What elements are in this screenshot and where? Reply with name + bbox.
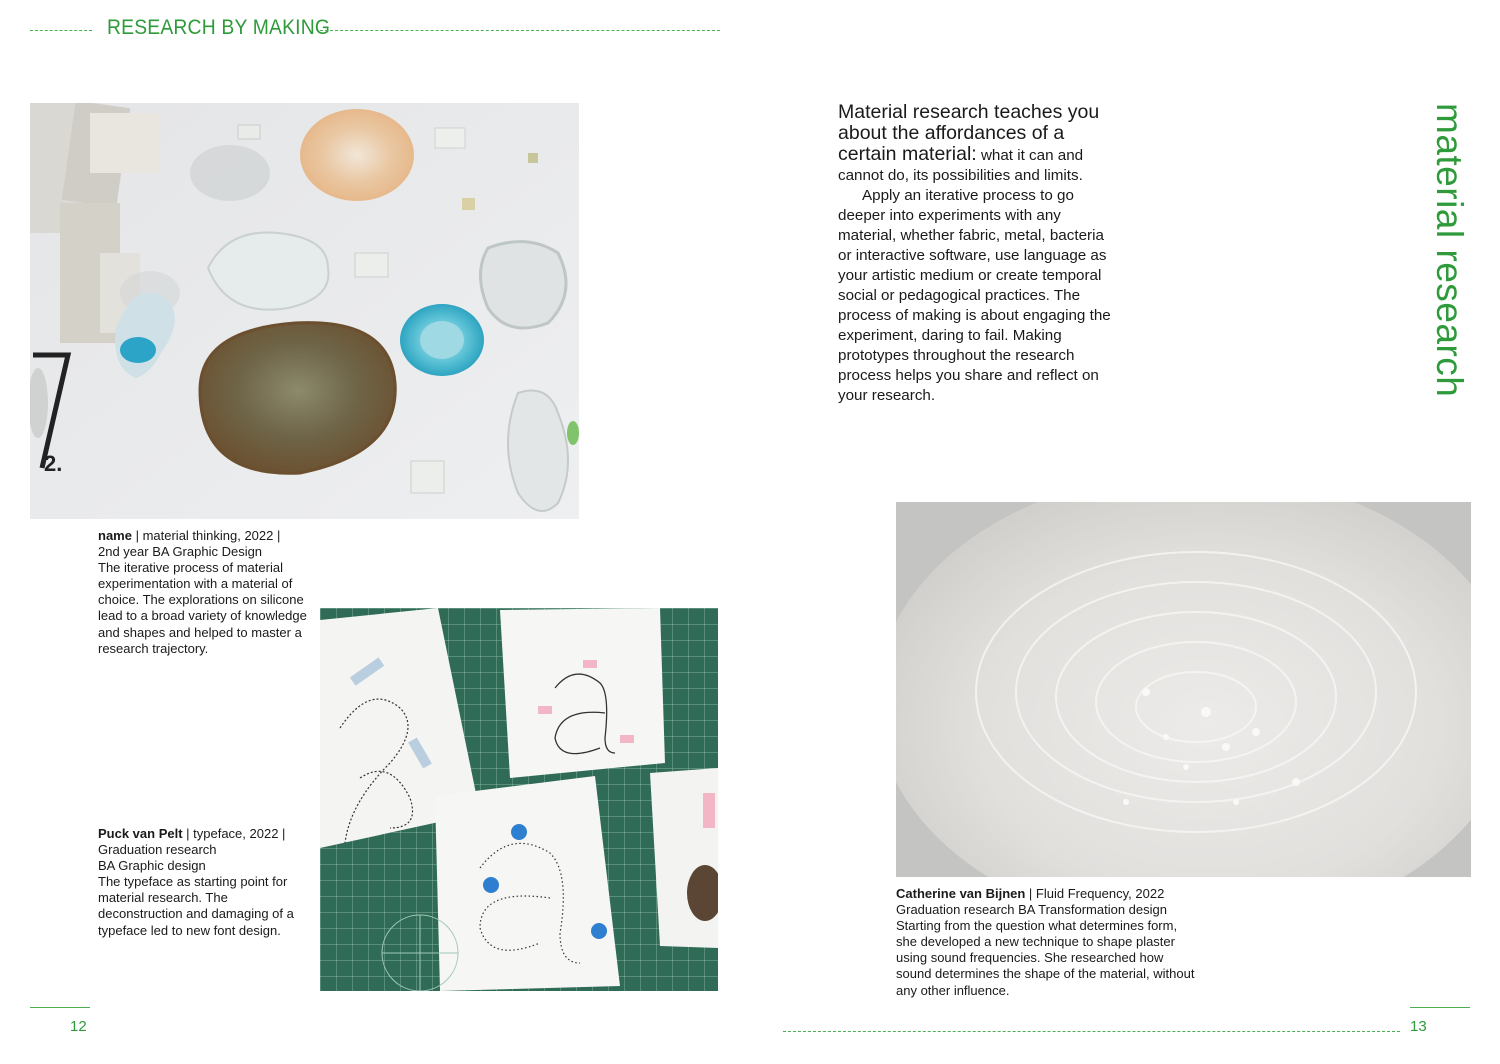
caption-line: BA Graphic design [98,858,206,874]
caption-author: Puck van Pelt [98,826,183,841]
running-header: RESEARCH BY MAKING [107,16,331,39]
typeface-sheets-illustration [320,608,718,991]
intro-text [838,103,1113,406]
caption-material-thinking [98,528,308,657]
caption-description: The iterative process of material experimentation with a material of choice. The explorations on silicone lead to a broad variety of knowledge and shapes and helped to master a research trajectory. [98,560,307,656]
footer-rule-left [30,1007,90,1008]
footer-rule-right [1410,1007,1470,1008]
header-rule-left [30,30,92,31]
caption-line: 2nd year BA Graphic Design [98,544,263,560]
intro-lead-tail: what it can and cannot do, its possibilities and limits. [838,147,1084,184]
caption-description: Starting from the question what determines form, she developed a new technique to shape plaster using sound frequencies. She researched how sound determines the shape of the material, without any other influence. [896,918,1195,998]
caption-meta: | typeface, 2022 | [182,826,286,841]
page-number-right: 13 [1410,1018,1427,1035]
photo-typeface [320,608,718,991]
section-title [1428,103,1468,423]
caption-description: The typeface as starting point for material research. The deconstruction and damaging of a typeface led to new font design. [98,874,294,938]
photo-material-thinking [30,103,579,519]
caption-line: Graduation research BA Transformation design [896,902,1167,918]
photo-label-2: 2. [44,451,63,476]
caption-meta: | Fluid Frequency, 2022 [1025,886,1165,901]
header-rule-right [320,30,720,31]
caption-line: Graduation research [98,842,217,858]
footer-rule-dashed [783,1031,1400,1032]
intro-body: Apply an iterative process to go deeper into experiments with any material, whether fabric, metal, bacteria or interactive software, use language as your artistic medium or create temporal social or pedagogical practices. The process of making is about engaging the experiment, daring to fail. Making prototypes throughout the research process helps you share and reflect on your research. [838,187,1111,404]
section-title-text: material research [1429,103,1470,398]
silicone-samples-illustration [30,103,579,519]
caption-fluid-frequency [896,886,1196,999]
caption-author: Catherine van Bijnen [896,886,1026,901]
plaster-fluid-illustration [896,502,1471,877]
caption-typeface [98,826,308,939]
photo-fluid-frequency [896,502,1471,877]
caption-author: name [98,528,132,543]
caption-meta: | material thinking, 2022 | [131,528,281,543]
intro-lead: Material research teaches you about the affordances of a certain material: [838,101,1100,165]
page-number-left: 12 [70,1018,87,1035]
